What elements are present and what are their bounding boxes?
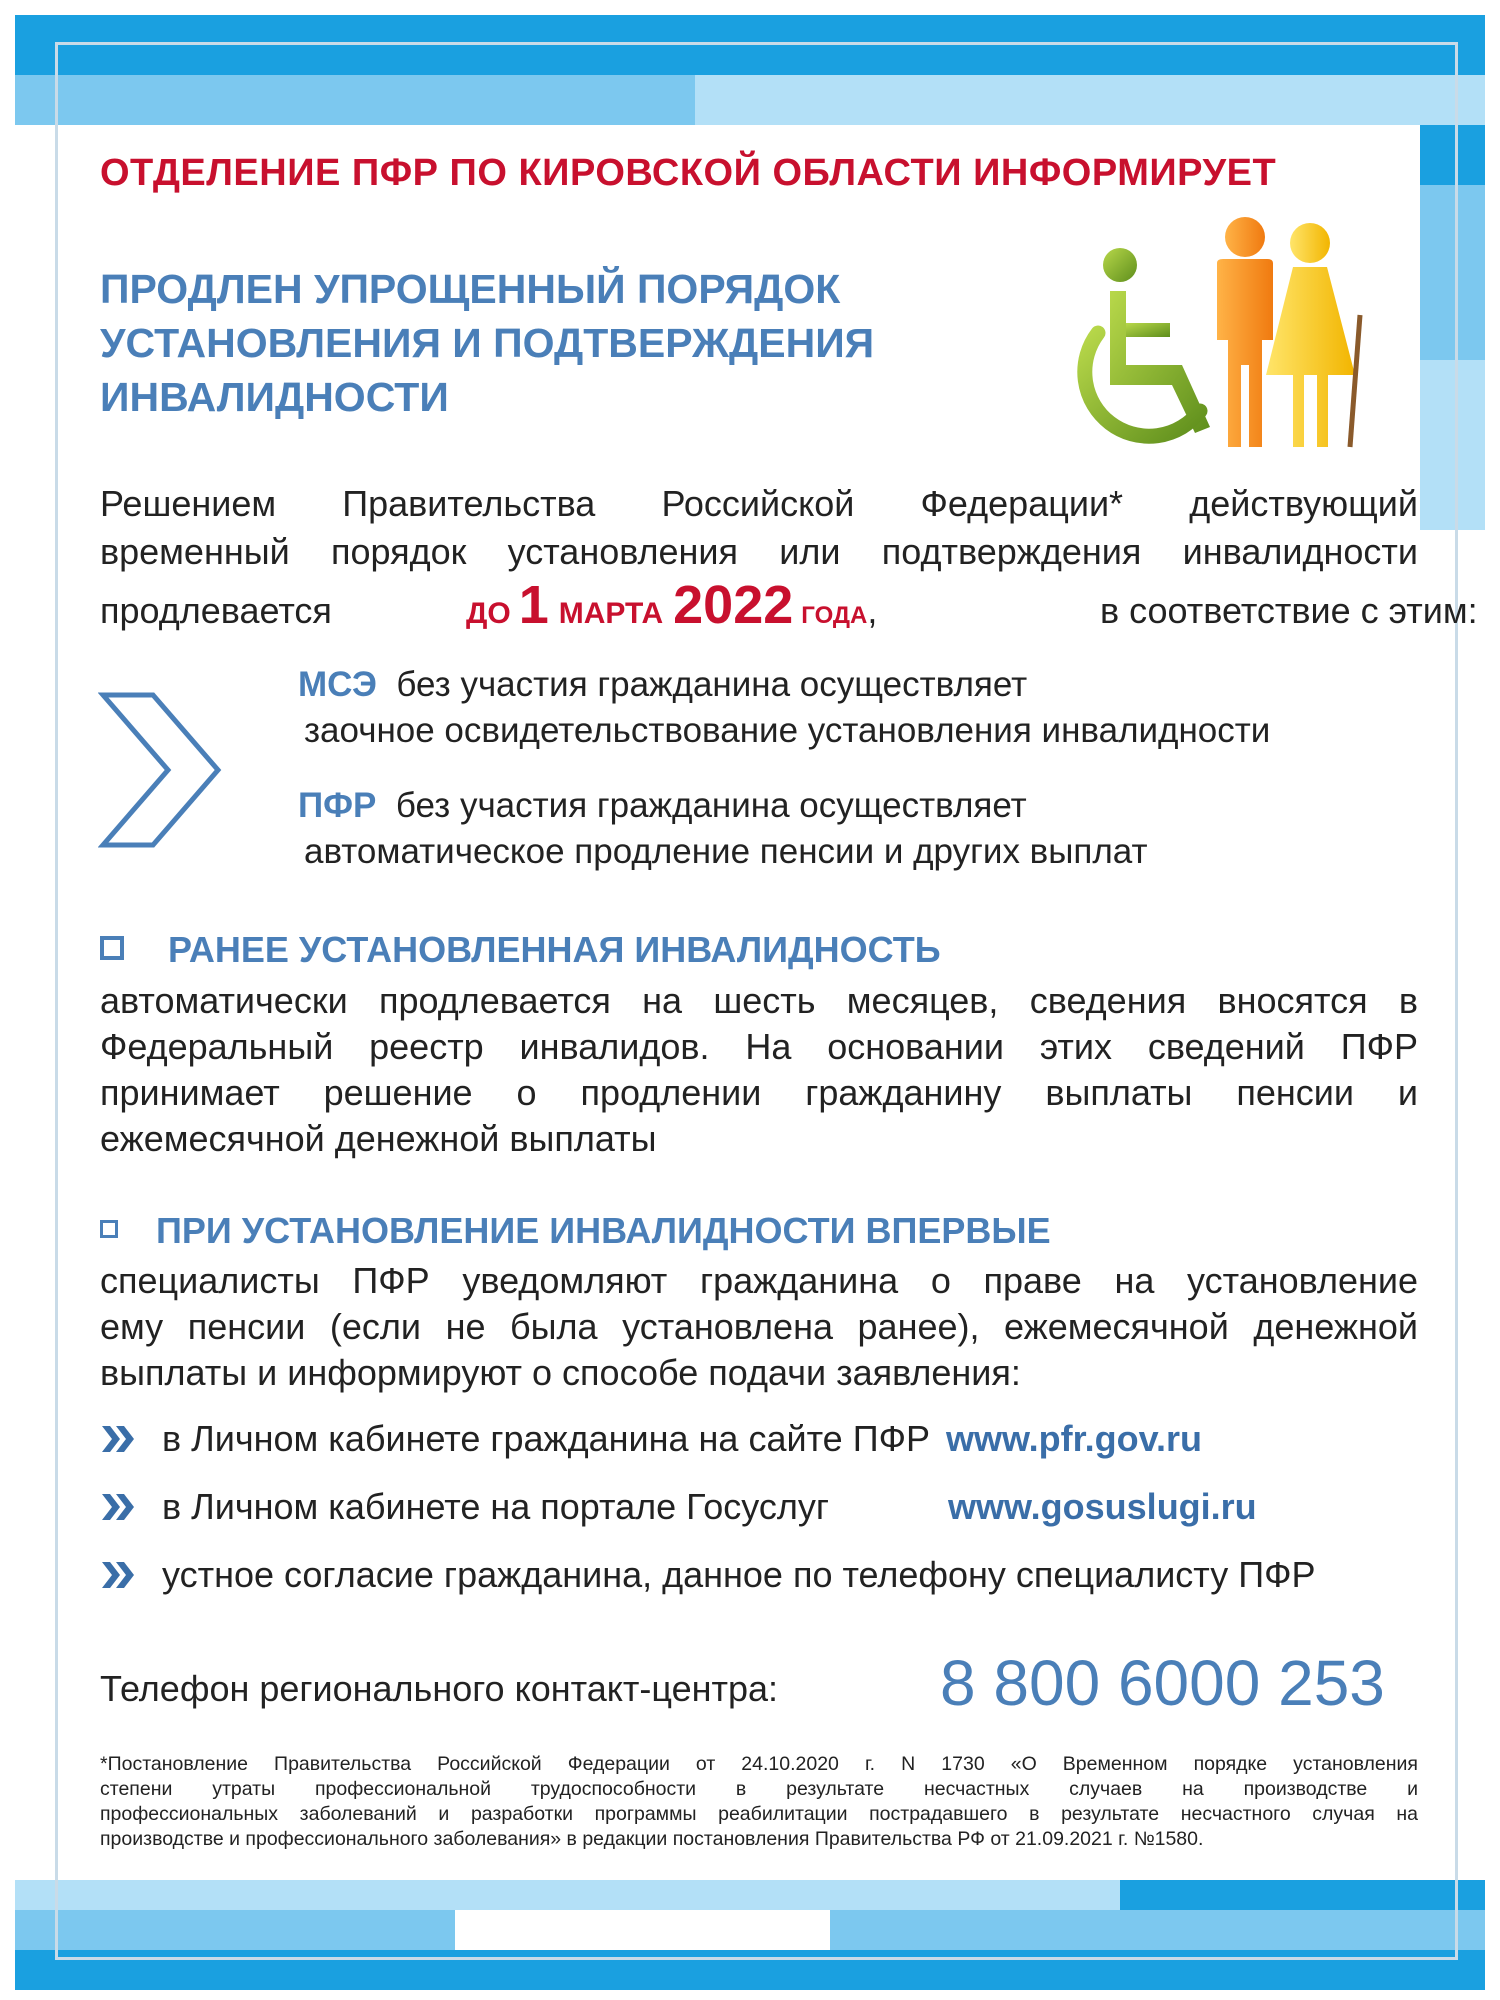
point-mse-org: МСЭ xyxy=(298,665,377,704)
section1-line-1: автоматически продлевается на шесть месяцев, сведения вносятся в xyxy=(100,980,1418,1021)
man-body xyxy=(1217,259,1273,447)
intro-line-1: Решением Правительства Российской Федерации* действующий xyxy=(100,483,1418,524)
section1-line-3: принимает решение о продлении гражданину выплаты пенсии и xyxy=(100,1072,1418,1113)
intro-line-3 xyxy=(100,575,1478,640)
intro-line3-end: в соответствие с этим: xyxy=(1100,590,1478,631)
header-org-line: ОТДЕЛЕНИЕ ПФР ПО КИРОВСКОЙ ОБЛАСТИ ИНФОРМИРУЕТ xyxy=(100,152,1277,194)
point-pfr xyxy=(298,783,1148,875)
wheelchair-arm xyxy=(1126,323,1170,337)
title-line-3: ИНВАЛИДНОСТИ xyxy=(100,374,449,420)
pfr-link[interactable]: www.pfr.gov.ru xyxy=(945,1418,1202,1459)
point-mse-line1 xyxy=(298,662,1270,708)
section2-line-2: ему пенсии (если не была установлена ранее), ежемесячной денежной xyxy=(100,1306,1418,1347)
section2-line-1: специалисты ПФР уведомляют гражданина о праве на установление xyxy=(100,1260,1418,1301)
method-item-pfr-text: в Личном кабинете гражданина на сайте ПФР xyxy=(162,1418,930,1459)
point-mse-text1: без участия гражданина осуществляет xyxy=(396,665,1028,704)
deadline-suffix: ГОДА xyxy=(801,602,868,629)
woman-cane xyxy=(1350,315,1360,447)
method-item-phone xyxy=(100,1548,1418,1602)
section1-heading-text: РАНЕЕ УСТАНОВЛЕННАЯ ИНВАЛИДНОСТЬ xyxy=(168,929,941,970)
section2-heading xyxy=(100,1210,1051,1252)
point-mse-text2: заочное освидетельствование установления инвалидности xyxy=(304,711,1271,750)
intro-paragraph xyxy=(100,480,1418,576)
section2-heading-text: ПРИ УСТАНОВЛЕНИЕ ИНВАЛИДНОСТИ ВПЕРВЫЕ xyxy=(156,1210,1051,1251)
chevron-right-icon xyxy=(98,690,228,850)
double-chevron-icon xyxy=(100,1558,144,1592)
woman-head xyxy=(1290,223,1330,263)
footnote-line-4: производстве и профессионального заболевания» в редакции постановления Правительства РФ от 21.09.2021 г. №1580. xyxy=(100,1828,1204,1850)
section2-paragraph xyxy=(100,1258,1418,1396)
footnote-line-1: *Постановление Правительства Российской Федерации от 24.10.2020 г. N 1730 «О Временном порядке установления xyxy=(100,1753,1418,1775)
title-line-2: УСТАНОВЛЕНИЯ И ПОДТВЕРЖДЕНИЯ xyxy=(100,320,875,366)
deadline-prefix: ДО xyxy=(466,597,511,630)
section1-heading xyxy=(100,929,941,971)
woman-body xyxy=(1266,267,1355,447)
footnote-line-2: степени утраты профессиональной трудоспособности в результате несчастных случаев на производстве и xyxy=(100,1778,1418,1800)
deadline-month: МАРТА xyxy=(558,597,664,630)
point-mse xyxy=(298,662,1270,754)
checkbox-icon xyxy=(100,1220,118,1238)
double-chevron-icon xyxy=(100,1422,144,1456)
deadline-comma: , xyxy=(867,590,878,631)
method-item-gosuslugi xyxy=(100,1480,1418,1534)
deadline-year: 2022 xyxy=(673,575,794,635)
title-line-1: ПРОДЛЕН УПРОЩЕННЫЙ ПОРЯДОК xyxy=(100,266,841,312)
point-pfr-text2: автоматическое продление пенсии и других выплат xyxy=(304,832,1148,871)
man-head xyxy=(1225,217,1265,257)
intro-line3-start: продлевается xyxy=(100,590,332,631)
contact-label: Телефон регионального контакт-центра: xyxy=(100,1668,779,1709)
point-pfr-org: ПФР xyxy=(298,786,377,825)
gosuslugi-link[interactable]: www.gosuslugi.ru xyxy=(948,1486,1257,1527)
method-item-phone-text: устное согласие гражданина, данное по телефону специалисту ПФР xyxy=(162,1554,1316,1595)
deadline xyxy=(466,574,877,636)
checkbox-icon xyxy=(100,936,124,960)
footnote xyxy=(100,1752,1418,1852)
method-item-gosuslugi-text: в Личном кабинете на портале Госуслуг xyxy=(162,1486,830,1527)
intro-line-2: временный порядок установления или подтверждения инвалидности xyxy=(100,531,1418,572)
section1-line-4: ежемесячной денежной выплаты xyxy=(100,1118,657,1159)
contact-phone[interactable]: 8 800 6000 253 xyxy=(940,1647,1385,1719)
section1-line-2: Федеральный реестр инвалидов. На основании этих сведений ПФР xyxy=(100,1026,1418,1067)
footnote-line-3: профессиональных заболеваний и разработки программы реабилитации пострадавшего в результате несчастного случая на xyxy=(100,1803,1418,1825)
wheelchair-head xyxy=(1103,248,1137,282)
disabled-people-icon xyxy=(1010,215,1385,455)
section1-paragraph xyxy=(100,978,1418,1162)
point-pfr-text1: без участия гражданина осуществляет xyxy=(395,786,1027,825)
page-title xyxy=(100,262,1000,424)
point-pfr-line1 xyxy=(298,783,1148,829)
deadline-day: 1 xyxy=(518,575,549,635)
section2-line-3: выплаты и информируют о способе подачи заявления: xyxy=(100,1352,1021,1393)
method-item-pfr xyxy=(100,1412,1418,1466)
double-chevron-icon xyxy=(100,1490,144,1524)
